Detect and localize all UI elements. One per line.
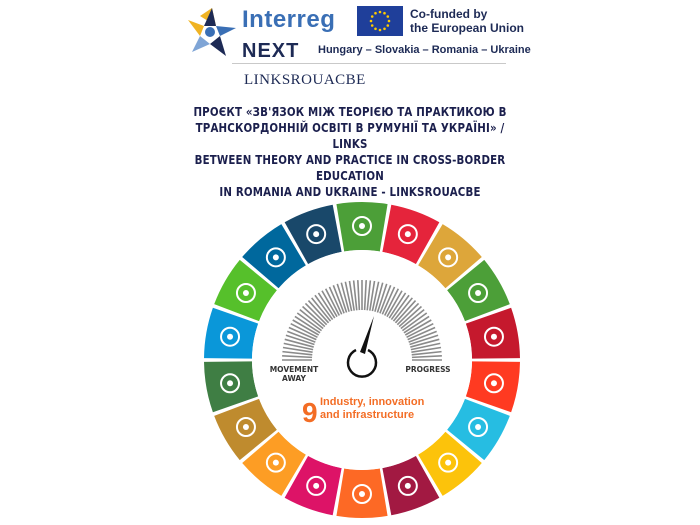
gauge-label-away: AWAY xyxy=(282,374,306,383)
eu-flag-icon xyxy=(357,6,403,36)
goal-number: 9 xyxy=(302,397,318,428)
cofunded-text xyxy=(410,7,530,35)
project-code: LINKSROUACBE xyxy=(244,72,366,88)
cofunded-line-2: the European Union xyxy=(410,21,524,35)
goal-title-line-1: Industry, innovation xyxy=(320,396,425,408)
interreg-wordmark: Interreg xyxy=(242,6,336,33)
goal-title-line-2: and infrastructure xyxy=(320,409,415,421)
header-banner xyxy=(0,0,700,100)
interreg-star-logo xyxy=(186,6,238,58)
header-divider xyxy=(232,63,506,64)
title-line-2: ТРАНСКОРДОННІЙ ОСВІТІ В РУМУНІЇ ТА УКРАЇНІ» / LINKS xyxy=(195,120,505,151)
countries-list: Hungary – Slovakia – Romania – Ukraine xyxy=(318,44,531,56)
title-line-3: BETWEEN THEORY AND PRACTICE IN CROSS-BORDER EDUCATION xyxy=(194,152,506,183)
title-line-4: IN ROMANIA AND UKRAINE - LINKSROUACBE xyxy=(219,184,481,199)
sdg-wheel xyxy=(202,200,522,520)
title-line-1: ПРОЄКТ «ЗВ'ЯЗОК МІЖ ТЕОРІЄЮ ТА ПРАКТИКОЮ В xyxy=(193,104,507,119)
sdg-wheel-graphic xyxy=(202,200,522,520)
cofunded-line-1: Co-funded by xyxy=(410,7,488,21)
gauge-label-progress: PROGRESS xyxy=(405,365,451,374)
gauge-label-movement: MOVEMENT xyxy=(269,365,319,374)
project-title xyxy=(186,104,514,200)
next-wordmark: NEXT xyxy=(242,40,300,62)
